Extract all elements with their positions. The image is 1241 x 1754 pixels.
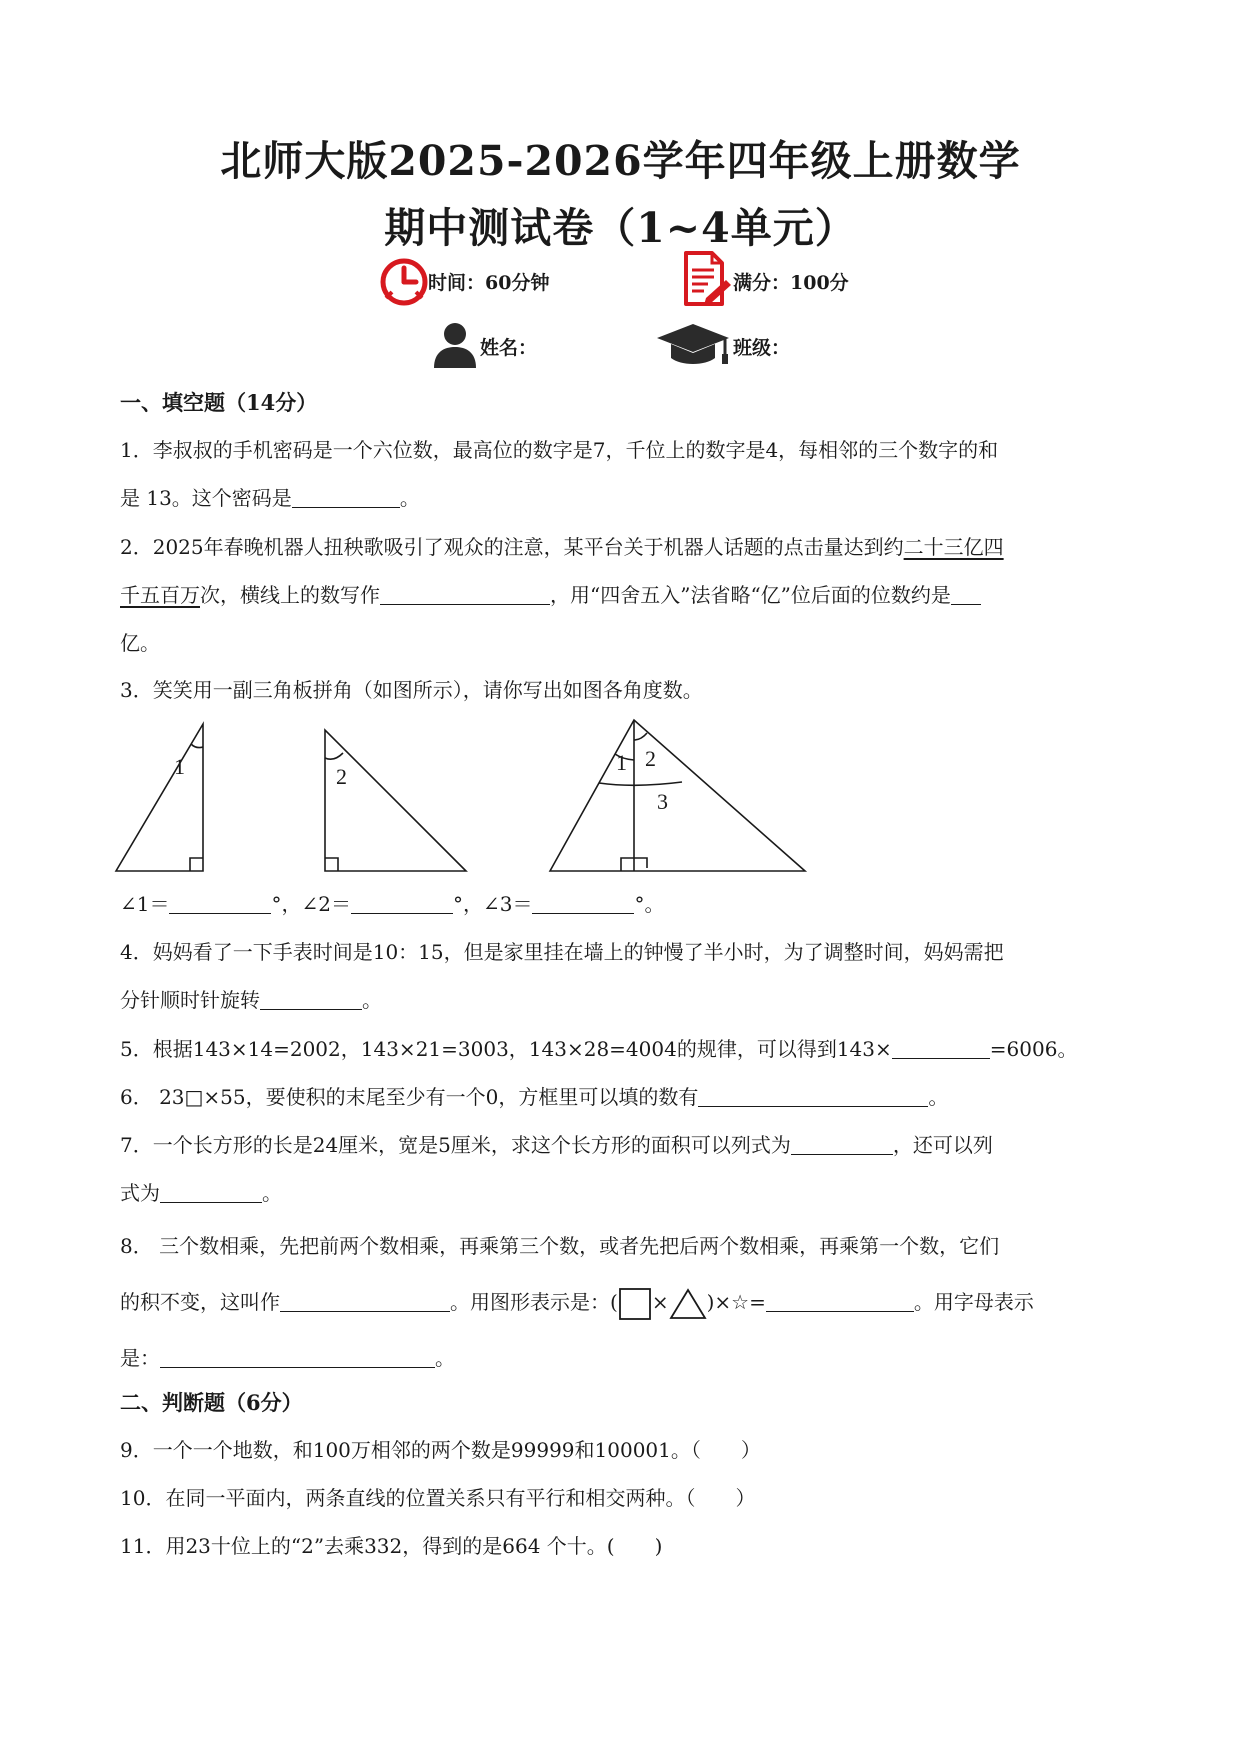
clock-icon — [380, 258, 428, 306]
question-7-text: 式为 — [120, 1181, 160, 1205]
question-2-text: ，用“四舍五入”法省略“亿”位后面的位数约是 — [550, 583, 951, 607]
exam-paper-icon — [682, 250, 732, 308]
question-3: 3．笑笑用一副三角板拼角（如图所示），请你写出如图各角度数。 — [120, 678, 703, 702]
question-6-end: 。 — [928, 1085, 949, 1109]
angle-answer-label: °，∠3＝ — [452, 892, 533, 916]
triangle-3 — [550, 720, 805, 871]
question-4-line-1: 4．妈妈看了一下手表时间是10：15，但是家里挂在墙上的钟慢了半小时，为了调整时间，妈妈需把 — [120, 940, 1004, 964]
angle-label: 1 — [174, 754, 185, 779]
question-2-line-2 — [120, 571, 1130, 619]
triangle-shape-icon — [669, 1288, 707, 1320]
question-4-end: 。 — [362, 988, 382, 1012]
angle-2-arc — [325, 753, 343, 759]
question-1-line-1: 1．李叔叔的手机密码是一个六位数，最高位的数字是7，千位上的数字是4，每相邻的三个数字的和 — [120, 438, 999, 462]
answer-blank[interactable] — [160, 1180, 262, 1203]
question-2-line-1 — [120, 523, 1130, 571]
question-8-end: 。 — [435, 1346, 455, 1370]
question-8-line-2 — [120, 1274, 1130, 1330]
question-2-line-3: 亿。 — [120, 631, 160, 655]
question-7-line-2 — [120, 1169, 1130, 1217]
title-line-2: 期中测试卷（1~4单元） — [384, 204, 857, 252]
angle-label: 3 — [657, 789, 668, 814]
question-7-end: 。 — [262, 1181, 282, 1205]
times-sign: × — [651, 1290, 669, 1314]
title-line-1: 北师大版2025-2026学年四年级上册数学 — [220, 137, 1021, 185]
angle-label: 2 — [336, 764, 347, 789]
question-1-line-2 — [120, 474, 1130, 522]
person-icon — [432, 320, 478, 368]
graduation-cap-icon — [655, 322, 731, 370]
question-5-text: 5．根据143×14=2002，143×21=3003，143×28=4004的规律，可以得到143× — [120, 1037, 892, 1061]
time-label: 时间：60分钟 — [428, 272, 550, 294]
question-5 — [120, 1025, 1130, 1073]
answer-blank[interactable] — [892, 1036, 990, 1059]
question-6 — [120, 1073, 1130, 1121]
score-label: 满分：100分 — [733, 272, 849, 294]
answer-blank[interactable] — [280, 1289, 450, 1312]
question-2-text: 次，横线上的数写作 — [200, 583, 380, 607]
answer-blank[interactable] — [160, 1345, 435, 1368]
answer-blank[interactable] — [698, 1084, 928, 1107]
question-4-text: 分针顺时针旋转 — [120, 988, 260, 1012]
question-8-text: 。用图形表示是：( — [450, 1290, 618, 1314]
question-8 — [120, 1218, 1130, 1386]
triangle-figure — [110, 718, 910, 878]
question-9: 9．一个一个地数，和100万相邻的两个数是99999和100001。（ ） — [120, 1438, 761, 1462]
angle-label: 2 — [645, 746, 656, 771]
answer-blank[interactable] — [260, 987, 362, 1010]
triangle-2 — [325, 730, 466, 871]
answer-blank[interactable] — [380, 582, 550, 605]
question-4 — [120, 928, 1130, 1024]
class-label: 班级： — [733, 337, 791, 359]
answer-blank[interactable] — [766, 1289, 914, 1312]
question-10: 10．在同一平面内，两条直线的位置关系只有平行和相交两种。（ ） — [120, 1486, 756, 1510]
angle-answer-label: °，∠2＝ — [271, 892, 351, 916]
section-true-false: 二、判断题（6分） — [120, 1390, 303, 1415]
triangle-1 — [116, 724, 203, 871]
question-3-answers — [120, 880, 1130, 928]
question-11: 11．用23十位上的“2”去乘332，得到的是664 个十。( ) — [120, 1534, 663, 1558]
question-4-line-2 — [120, 976, 1130, 1024]
question-8-text: 的积不变，这叫作 — [120, 1290, 280, 1314]
answer-blank[interactable] — [169, 891, 271, 914]
name-label: 姓名： — [480, 337, 538, 359]
underlined-number-text: 二十三亿四 — [903, 535, 1004, 559]
question-2 — [120, 523, 1130, 667]
answer-blank[interactable] — [292, 485, 400, 508]
question-1 — [120, 426, 1130, 522]
question-8-text: 是： — [120, 1346, 160, 1370]
square-shape-icon — [618, 1287, 652, 1321]
question-8-line-1: 8． 三个数相乘，先把前两个数相乘，再乘第三个数，或者先把后两个数相乘，再乘第一个数，它们 — [120, 1234, 1000, 1258]
question-7-text: 7．一个长方形的长是24厘米，宽是5厘米，求这个长方形的面积可以列式为 — [120, 1133, 791, 1157]
question-2-text: 2．2025年春晚机器人扭秧歌吸引了观众的注意，某平台关于机器人话题的点击量达到约 — [120, 535, 904, 559]
question-8-line-3 — [120, 1330, 1130, 1386]
question-1-end: 。 — [399, 486, 420, 510]
question-1-text: 是 13。这个密码是 — [120, 486, 292, 510]
section-fill-in: 一、填空题（14分） — [120, 390, 318, 415]
angle-answer-label: °。 — [634, 892, 665, 916]
angle-label: 1 — [616, 750, 627, 775]
answer-blank[interactable] — [532, 891, 634, 914]
question-8-text: 。用字母表示 — [913, 1290, 1034, 1314]
angle-1-arc — [191, 744, 203, 748]
angle-answer-label: ∠1＝ — [120, 892, 170, 916]
answer-blank[interactable] — [791, 1132, 893, 1155]
underlined-number-text: 千五百万 — [120, 583, 200, 607]
answer-blank[interactable] — [351, 891, 453, 914]
question-7 — [120, 1121, 1130, 1217]
question-7-text: ，还可以列 — [892, 1133, 993, 1157]
question-7-line-1 — [120, 1121, 1130, 1169]
question-8-text: )×☆= — [706, 1290, 766, 1314]
question-5-end: =6006。 — [989, 1037, 1078, 1061]
question-6-text: 6． 23□×55，要使积的末尾至少有一个0，方框里可以填的数有 — [120, 1085, 699, 1109]
answer-blank[interactable] — [951, 582, 981, 605]
